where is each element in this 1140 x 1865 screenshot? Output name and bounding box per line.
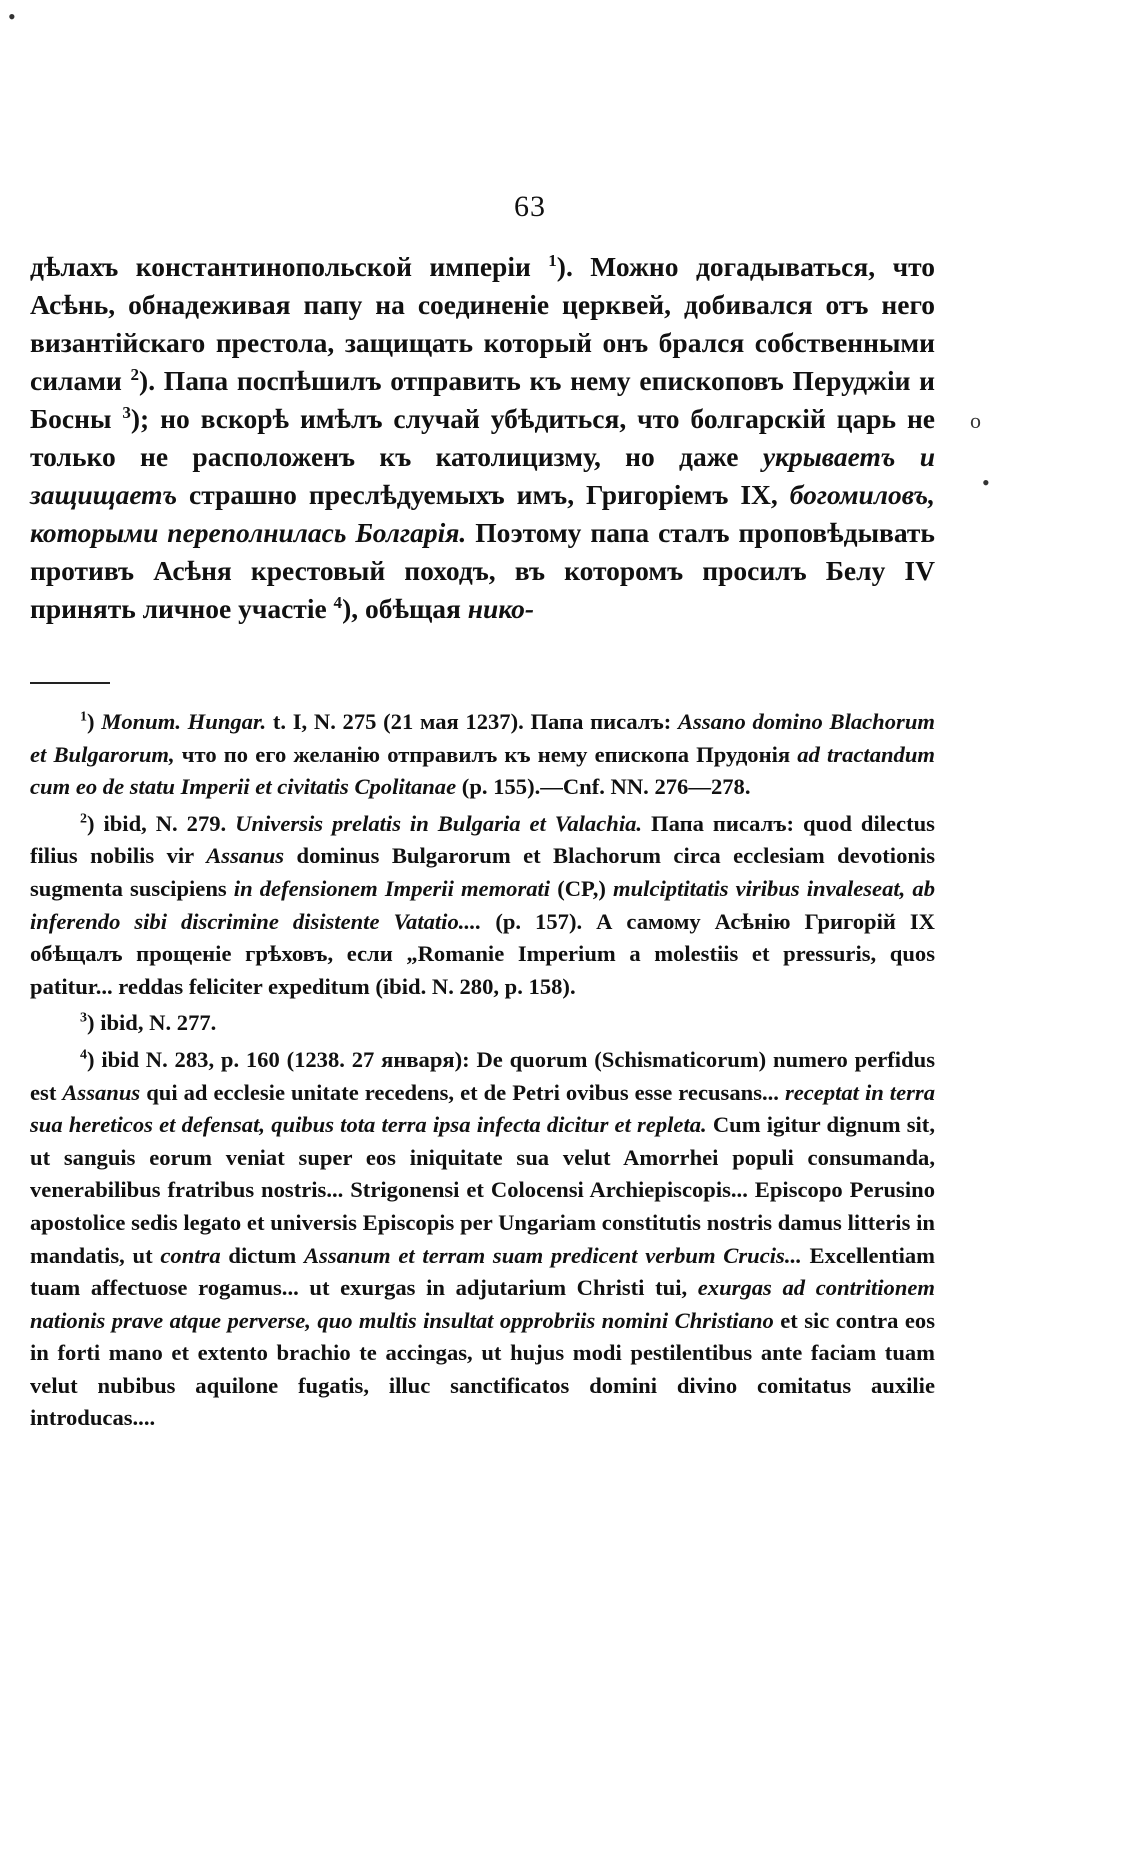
italic-run: receptat in terra sua hereticos et defensat, quibus tota terra ipsa infecta dicitur et repleta. — [30, 1079, 935, 1138]
footnote-separator — [30, 682, 110, 684]
footnote-2 — [30, 808, 935, 1004]
footnote-marker: 1 — [80, 709, 87, 725]
footnote-ref-1: 1 — [548, 250, 557, 270]
text-run: Excellentiam tuam affectuose rogamus... ut exurgas in adjutarium Christi tui, — [30, 1242, 936, 1301]
italic-run: ad tractandum cum eo de statu Imperii et civitatis Cpolitanae — [30, 741, 935, 800]
text-run: et sic contra eos in forti mano et extento brachio te accingas, ut hujus modi pestilentibus ante faciam tuam velut nubibus aquilone fugatis, illuc sanctificatos domini divino comitatus auxilie introducas.... — [30, 1307, 935, 1431]
text-run: ). Можно догадываться, что Асѣнь, обнадеживая папу на соединеніе церквей, добивался отъ него византійскаго престола, защищать который онъ брался собственными силами — [30, 251, 935, 396]
text-run: ), обѣщая — [342, 593, 468, 624]
italic-run: Monum. Hungar. — [101, 709, 267, 734]
text-run: t. I, N. 275 (21 мая 1237). Папа писалъ: — [266, 709, 678, 734]
footnote-3 — [30, 1007, 935, 1040]
main-text — [30, 248, 935, 628]
footnote-marker-bracket: ) — [87, 1046, 102, 1072]
italic-run: contra — [160, 1242, 221, 1268]
footnote-4 — [30, 1044, 935, 1435]
footnote-ref-2: 2 — [130, 364, 140, 384]
footnote-marker: 3 — [80, 1010, 87, 1026]
text-run: (p. 155).—Cnf. NN. 276—278. — [456, 774, 751, 800]
text-run: ); но вскорѣ имѣлъ случай убѣдиться, что болгарскій царь не только не расположенъ къ католицизму, но даже — [30, 403, 935, 472]
italic-run: Universis prelatis in Bulgaria et Valachia. — [235, 810, 643, 836]
italic-run: Assanus — [62, 1079, 141, 1105]
footnote-1 — [30, 706, 935, 804]
margin-mark-o: o — [970, 408, 981, 433]
text-run: Cum igitur dignum sit, ut sanguis eorum veniat super eos iniquitate sua velut Amorrhei populi consumanda, venerabilibus fratribus nostris... Strigonensi et Colocensi Archiepiscopis... Episcopo Perusino apostolice sedis legato et universis Episcopis per Ungariam constitutis nostris damus litteris in mandatis, ut — [30, 1112, 935, 1268]
text-run: ibid N. 283, p. 160 (1238. 27 января): De quorum (Schismaticorum) numero perfidus est — [30, 1046, 935, 1105]
footnote-marker: 2 — [80, 811, 87, 827]
footnotes-section — [30, 706, 935, 1435]
footnote-ref-3: 3 — [122, 402, 131, 422]
margin-mark-dot: • — [982, 470, 990, 495]
italic-run: in defensionem Imperii memorati — [233, 875, 551, 901]
main-paragraph — [30, 248, 935, 628]
margin-dot-mark: • — [8, 4, 16, 29]
text-run: Папа писалъ: quod dilectus filius nobilis vir — [30, 810, 935, 869]
text-run: страшно преслѣдуемыхъ имъ, Григоріемъ IX, — [177, 479, 790, 510]
italic-run: богомиловъ, которыми переполнилась Болгарія. — [30, 479, 935, 548]
footnote-marker-bracket: ) — [87, 810, 104, 836]
text-run: что по его желанію отправилъ къ нему епископа Прудонія — [174, 741, 798, 767]
footnote-marker-bracket: ) — [87, 709, 102, 734]
italic-run: Assano domino Blachorum et Bulgarorum, — [30, 709, 935, 767]
italic-run: Assanus — [206, 843, 285, 869]
footnote-marker: 4 — [80, 1047, 87, 1063]
text-run: ibid, N. 279. — [103, 810, 236, 836]
text-run: dictum — [220, 1242, 304, 1268]
text-run: ). Папа поспѣшилъ отправить къ нему епископовъ Перуджіи и Босны — [30, 365, 935, 434]
italic-run: exurgas ad contritionem nationis prave atque perverse, quo multis insultat opprobriis nomini Christiano — [30, 1275, 935, 1333]
text-run: дѣлахъ константинопольской имперіи — [30, 251, 549, 282]
text-run: qui ad ecclesie unitate recedens, et de Petri ovibus esse recusans... — [140, 1079, 785, 1105]
footnote-marker-bracket: ) — [87, 1010, 101, 1036]
page-number: 63 — [514, 190, 546, 223]
text-run: Поэтому папа сталъ проповѣдывать противъ Асѣня крестовый походъ, въ которомъ просилъ Белу IV принять личное участіе — [30, 517, 935, 624]
italic-run: mulciptitatis viribus invaleseat, ab inferendo sibi discrimine disistente Vatatio.... — [30, 875, 935, 934]
text-run: (p. 157). А самому Асѣнію Григорій IX обѣщалъ прощеніе грѣховъ, если „Romanie Imperium a molestiis et pressuris, quos patitur... reddas feliciter expeditum (ibid. N. 280, p. 158). — [30, 908, 935, 999]
text-run: ibid, N. 277. — [100, 1010, 217, 1036]
footnote-ref-4: 4 — [333, 592, 343, 612]
italic-run: укрываетъ и защищаетъ — [30, 441, 935, 510]
text-run: (CP,) — [550, 875, 614, 901]
text-run: dominus Bulgarorum et Blachorum circa ecclesiam devotionis sugmenta suscipiens — [30, 843, 936, 901]
italic-run: Assanum et terram suam predicent verbum Crucis... — [303, 1242, 802, 1268]
italic-run: нико- — [467, 593, 535, 624]
